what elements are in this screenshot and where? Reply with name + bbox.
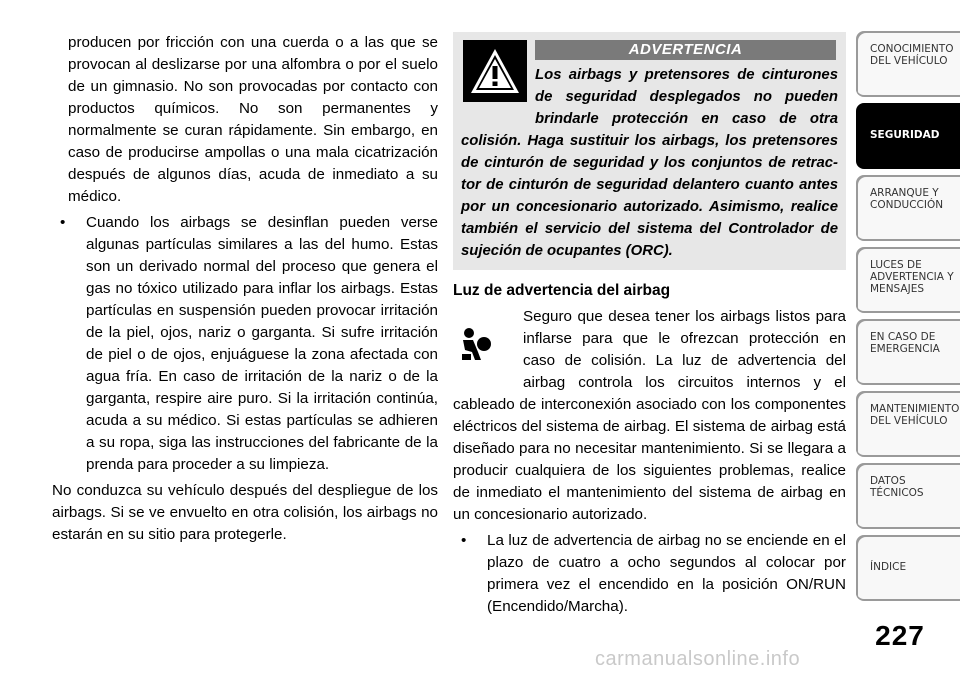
warning-triangle-icon	[463, 40, 527, 102]
tab-label-line: DEL VEHÍCULO	[870, 415, 948, 427]
bullet-text: La luz de advertencia de airbag no se enciende en el plazo de cuatro a ocho segundos al colocar por primera vez el encendido en la posición ON/RUN (Encendido/Marcha).	[487, 532, 846, 615]
tab-mantenimiento-del-vehiculo[interactable]	[856, 391, 960, 457]
right-column	[453, 32, 846, 618]
bullet-marker: •	[461, 532, 467, 549]
tab-label-line: CONOCIMIENTO	[870, 43, 954, 55]
bullet-text: Cuando los airbags se desinflan pueden verse algunas partículas similares a las del humo. Estas son un derivado normal del proceso que genera el gas no tóxico utilizado para inflar los airbags. Estas partículas en suspensión pueden provocar irritación de la piel, ojos, nariz o garganta. Si sufre irritación de piel o de ojos, enjuáguese la zona afectada con agua fría. En caso de irritación de la nariz o de la garganta, respire aire puro. Si la irritación continúa, acuda a su médico. Si estas partículas se adhieren a su ropa, siga las instrucciones del fabricante de la prenda para proceder a su limpieza.	[86, 214, 438, 473]
list-item	[52, 212, 438, 476]
list-item	[453, 530, 846, 618]
tab-label-line: MANTENIMIENTO	[870, 403, 960, 415]
tab-label-line: LUCES DE	[870, 259, 922, 271]
chapter-tabs	[856, 31, 960, 607]
tab-seguridad[interactable]	[856, 103, 960, 169]
warning-box	[453, 32, 846, 270]
tab-indice[interactable]	[856, 535, 960, 601]
tab-datos-tecnicos[interactable]	[856, 463, 960, 529]
tab-label-line: EMERGENCIA	[870, 343, 940, 355]
tab-luces-de-advertencia[interactable]	[856, 247, 960, 313]
warning-title: ADVERTENCIA	[535, 40, 836, 60]
closing-paragraph: No conduzca su vehículo después del despliegue de los airbags. Si se ve envuelto en otra colisión, los airbags no estarán en su sitio para protegerle.	[52, 482, 438, 543]
tab-label-line: ÍNDICE	[870, 561, 907, 573]
tab-label-line: TÉCNICOS	[870, 487, 924, 499]
tab-label-line: DATOS	[870, 475, 906, 487]
tab-arranque-y-conduccion[interactable]	[856, 175, 960, 241]
bullet-marker: •	[60, 214, 66, 231]
continuation-paragraph: producen por fricción con una cuerda o a las que se provocan al deslizarse por una alfombra o por el suelo de un gimnasio. No son provocadas por contacto con productos químicos. No son permanentes y normalmente se curan rápidamente. Sin embargo, en caso de producirse ampollas o una mala cicatrización después de algunos días, acuda de inmediato a su médico.	[68, 34, 438, 205]
airbag-light-paragraph: Seguro que desea tener los airbags listos para inflarse para que le ofrezcan protección en caso de colisión. La luz de advertencia del airbag controla los circuitos internos y el cableado de interconexión asociado con los componentes eléctricos del sistema de airbag. El sistema de airbag está diseñado para no necesitar mantenimiento. Si se llegara a producir cualquiera de los siguientes problemas, realice de inmediato el mantenimiento del sistema de airbag en un concesionario autorizado.	[453, 308, 846, 523]
page-number: 227	[875, 620, 925, 651]
section-heading: Luz de advertencia del airbag	[453, 282, 671, 299]
tab-label-line: CONDUCCIÓN	[870, 199, 944, 211]
tab-label-line: DEL VEHÍCULO	[870, 55, 948, 67]
tab-label-line: EN CASO DE	[870, 331, 936, 343]
watermark: carmanualsonline.info	[595, 648, 801, 670]
tab-label-line: MENSAJES	[870, 283, 924, 295]
tab-label-line: ARRANQUE Y	[870, 187, 939, 199]
tab-conocimiento-del-vehiculo[interactable]	[856, 31, 960, 97]
warning-text: Los airbags y pretensores de cinturones de seguridad desplegados no pueden brindarle protección en caso de otra colisión. Haga sustituir los airbags, los pretensores de cinturón de seguridad y los conjuntos de retractor de cinturón de seguridad delantero cuanto antes por un concesionario autorizado. Asimismo, realice también el servicio del sistema del Controlador de sujeción de ocupantes (ORC).	[461, 67, 838, 259]
airbag-warning-light-icon	[453, 306, 523, 394]
tab-label-line: ADVERTENCIA Y	[870, 271, 954, 283]
tab-en-caso-de-emergencia[interactable]	[856, 319, 960, 385]
tab-label-line: SEGURIDAD	[870, 129, 940, 141]
left-column	[52, 32, 438, 546]
